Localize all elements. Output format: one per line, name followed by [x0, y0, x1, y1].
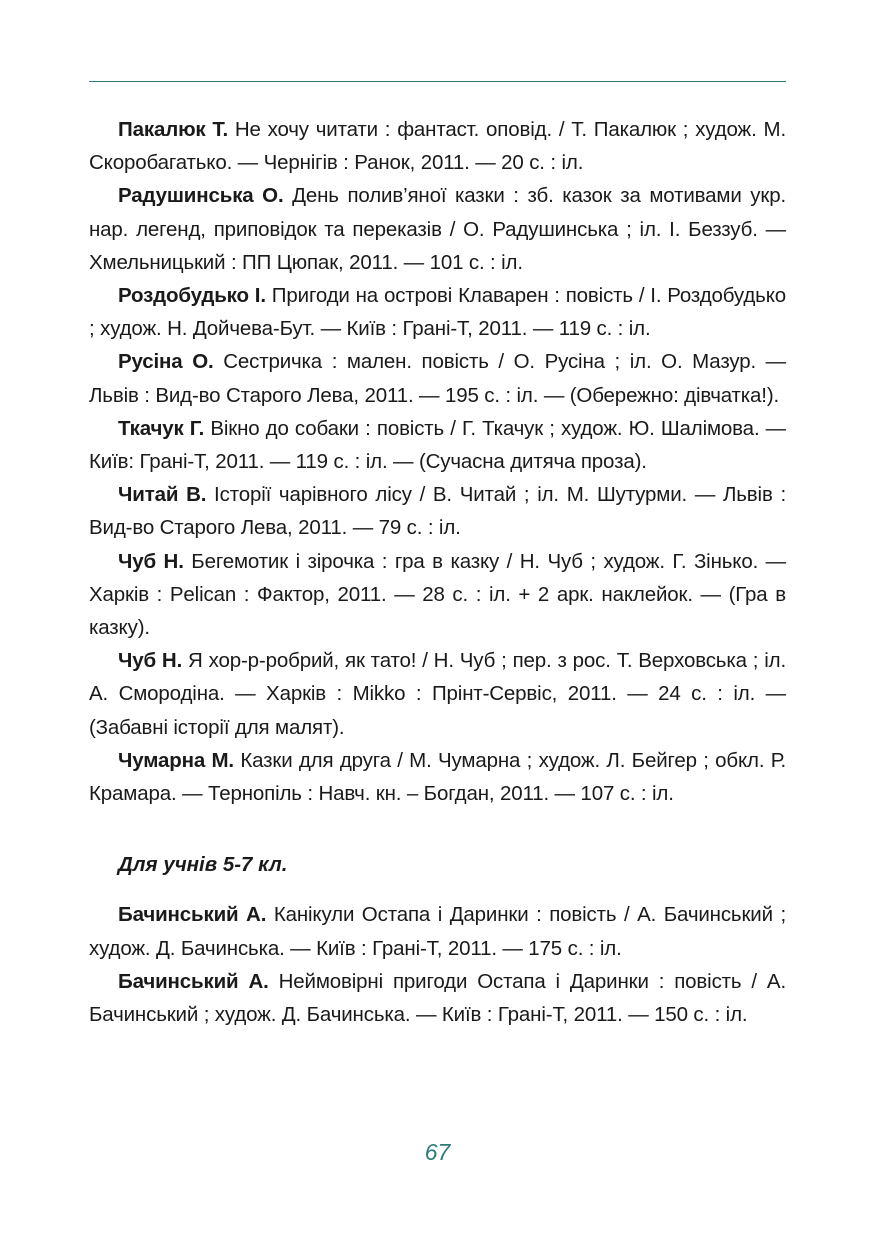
entry-author: Радушинська О.	[118, 184, 284, 208]
entry-text: Казки для друга / М. Чумарна ; худож. Л. Бейгер ; обкл. Р. Крамара. — Тернопіль : Навч. кн. – Богдан, 2011. — 107 с. : іл.	[89, 748, 786, 806]
entry-text: Сестричка : мален. повість / О. Русіна ; іл. О. Мазур. — Львів : Вид-во Старого Лева, 2011. — 195 с. : іл. — (Обережно: дівчатка!).	[89, 350, 787, 407]
entry-author: Роздобудько І.	[118, 284, 266, 308]
bibliography-entry	[89, 412, 786, 478]
entry-text: Вікно до собаки : повість / Г. Ткачук ; худож. Ю. Шалімова. — Київ: Грані-Т, 2011. — 119 с. : іл. — (Сучасна дитяча проза).	[89, 416, 786, 474]
entry-author: Русіна О.	[118, 350, 214, 374]
bibliography-entry	[89, 965, 786, 1031]
bibliography-entry	[89, 898, 786, 964]
bibliography-entry	[89, 545, 786, 645]
entry-text: Не хочу читати : фантаст. оповід. / Т. Пакалюк ; худож. М. Скоробагатько. — Чернігів : Ранок, 2011. — 20 с. : іл.	[89, 118, 786, 175]
entry-text: Канікули Остапа і Даринки : повість / А. Бачинський ; худож. Д. Бачинська. — Київ : Грані-Т, 2011. — 175 с. : іл.	[89, 903, 786, 960]
page-number: 67	[424, 1139, 451, 1165]
bibliography-entry	[89, 345, 786, 411]
entry-author: Чуб Н.	[118, 549, 184, 573]
bibliography-entry	[89, 744, 786, 810]
entry-author: Пакалюк Т.	[118, 118, 228, 141]
entry-author: Бачинський А.	[118, 969, 269, 993]
page-content	[89, 113, 786, 1031]
entries-list-bottom	[89, 898, 786, 1031]
entry-text: Неймовірні пригоди Остапа і Даринки : повість / А. Бачинський ; худож. Д. Бачинська. — Київ : Грані-Т, 2011. — 150 с. : іл.	[89, 969, 786, 1027]
bibliography-entry	[89, 179, 786, 279]
bibliography-entry	[89, 279, 786, 345]
entry-author: Чуб Н.	[118, 649, 183, 673]
entry-text: Історії чарівного лісу / В. Читай ; іл. М. Шутурми. — Львів : Вид-во Старого Лева, 2011. — 79 с. : іл.	[89, 483, 787, 540]
entry-text: Бегемотик і зірочка : гра в казку / Н. Чуб ; худож. Г. Зінько. — Харків : Pelican : Фактор, 2011. — 28 с. : іл. + 2 арк. наклейок. — (Гра в казку).	[89, 549, 787, 640]
bibliography-entry	[89, 644, 786, 744]
entry-author: Читай В.	[118, 483, 207, 507]
entry-text: Пригоди на острові Клаварен : повість / І. Роздобудько ; худож. Н. Дойчева-Бут. — Київ : Грані-Т, 2011. — 119 с. : іл.	[89, 284, 786, 341]
bibliography-entry	[89, 113, 786, 179]
entry-text: День полив’яної казки : зб. казок за мотивами укр. нар. легенд, приповідок та переказів / О. Радушинська ; іл. І. Беззуб. — Хмельницький : ПП Цюпак, 2011. — 101 с. : іл.	[89, 184, 786, 274]
entry-author: Ткачук Г.	[118, 416, 205, 440]
entry-text: Я хор-р-робрий, як тато! / Н. Чуб ; пер. з рос. Т. Верховська ; іл. А. Смородіна. — Харків : Mikko : Прінт-Сервіс, 2011. — 24 с. : іл. — (Забавні історії для малят).	[89, 649, 786, 739]
bibliography-entry	[89, 478, 786, 544]
entries-list-top	[89, 113, 786, 810]
entry-author: Бачинський А.	[118, 903, 267, 927]
entry-author: Чумарна М.	[118, 748, 234, 772]
header-rule	[89, 81, 786, 82]
section-heading: Для учнів 5-7 кл.	[118, 853, 288, 877]
